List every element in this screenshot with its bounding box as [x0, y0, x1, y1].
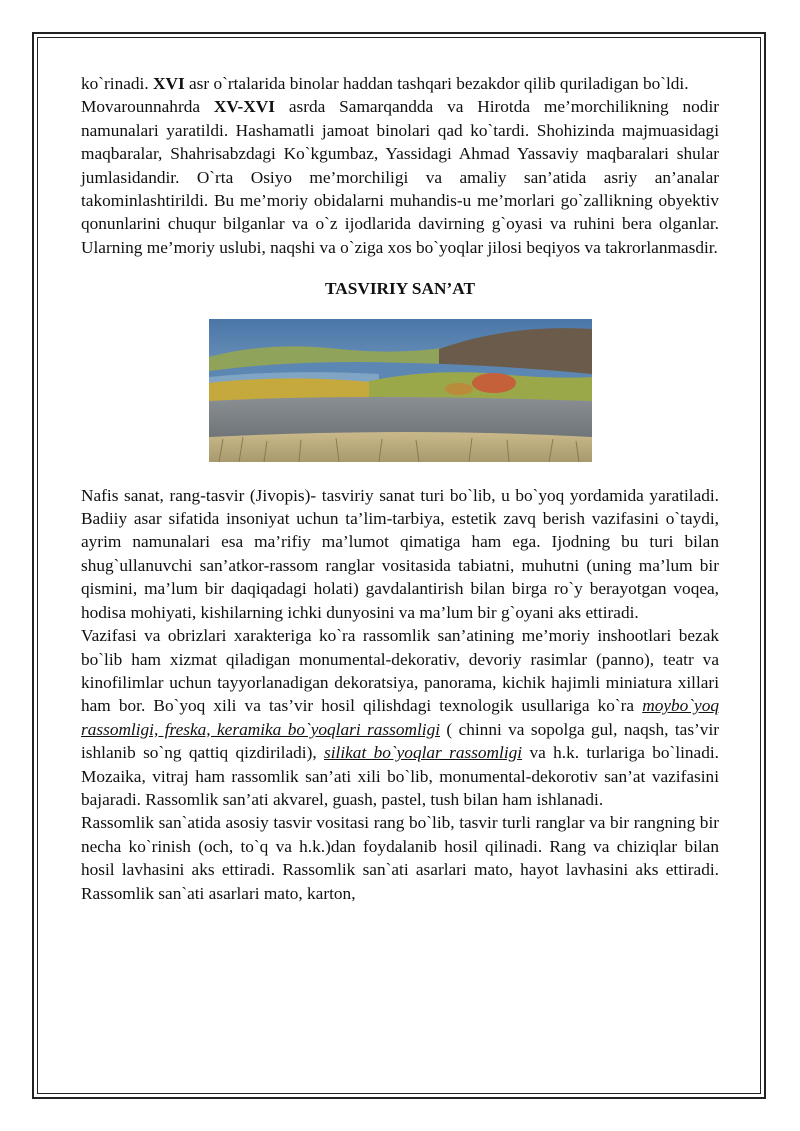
paragraph-3: Nafis sanat, rang-tasvir (Jivopis)- tasviriy sanat turi bo`lib, u bo`yoq yordamida yaratiladi. Badiiy asar sifatida insoniyat uchun ta’lim-tarbiya, estetik zavq berish vazifasini o`taydi, ayrim namunalari esa ma’rifiy ma’lumot qimatiga ham ega. Ijodning bu turi bilan shug`ullanuvchi san’atkor-rassom ranglar vositasida tabiatni, muhutni (uning ma’lum bir qismini, ma’lum bir daqiqadagi holati) gavdalantirish bilan birga ro`y berayotgan voqea, hodisa mohiyati, kishilarning ichki dunyosini va ma’lum bir g`oyani aks ettiradi. — [81, 485, 719, 622]
document-body — [81, 72, 719, 905]
text-run: asrda Samarqandda va Hirotda me’morchilikning nodir namunalari yaratildi. Hashamatli jamoat binolari qad ko`tardi. Shohizinda majmuasidagi maqbaralar, Shahrisabzdagi Ko`kgumbaz, Yassidagi Ahmad Yassaviy maqbaralari shular jumlasidandir. O`rta Osiyo me’morchiligi va amaliy san’atida asriy an’analar takominlashtirildi. Bu me’moriy obidalarni muhandis-u me’morlari go`zallikning obyektiv qonunlarini chuqur bilganlar va o`z ijodlarida davirning g`oyasi va ruhini bera olganlar. Ularning me’moriy uslubi, naqshi va o`ziga xos bo`yoqlar jilosi beqiyos va takrorlanmasdir. — [81, 97, 719, 257]
text-run: va h.k. turlariga bo`linadi. Mozaika, vitraj ham rassomlik san’ati xili bo`lib, monumental-dekorotiv san’at vazifasini bajaradi. Rassomlik san’ati akvarel, guash, pastel, tush bilan ham ishlanadi. — [81, 743, 719, 809]
paragraph-4 — [81, 624, 719, 811]
paragraph-1 — [81, 72, 719, 95]
bold-century: XVI — [153, 74, 185, 93]
paragraph-5: Rassomlik san`atida asosiy tasvir vositasi rang bo`lib, tasvir turli ranglar va bir rangning bir necha ko`rinish (och, to`q va h.k.)dan foydalanib hosil qilinadi. Rang va chiziqlar bilan hosil lavhasini aks ettiradi. Rassomlik san`ati asarlari mato, hayot lavhasini aks ettiradi. Rassomlik san`ati asarlari mato, karton, — [81, 813, 719, 903]
text-run: asr o`rtalarida binolar haddan tashqari bezakdor qilib quriladigan bo`ldi. — [184, 74, 689, 93]
text-run: ( chinni va sopolga gul, naqsh, tas’vir ishlanib so`ng qattiq qizdiriladi), — [81, 719, 719, 763]
text-run: ko`rinadi. — [81, 74, 153, 93]
bold-century: XV-XVI — [213, 97, 275, 117]
underlined-term: moybo`yoq rassomligi, freska, keramika bo`yoqlari rassomligi — [81, 696, 719, 739]
text-run: Vazifasi va obrizlari xarakteriga ko`ra rassomlik san’atining me’moriy inshootlari bezak bo`lib ham xizmat qiladigan monumental-dekorativ, devoriy rasimlar (panno), teatr va kinofilimlar uchun tayyorlanadigan dekoratsiya, panorama, kichik hajimli miniatura xillari ham bor. Bo`yoq xili va tas’vir hosil qilishdagi texnologik usullariga ko`ra — [81, 626, 719, 716]
landscape-photo — [81, 319, 719, 462]
underlined-term: silikat bo`yoqlar rassomligi — [324, 743, 523, 763]
paragraph-2 — [81, 95, 719, 259]
landscape-illustration — [209, 319, 592, 462]
section-heading: TASVIRIY SAN’AT — [325, 279, 475, 299]
text-run: Movarounnahrda — [81, 97, 214, 117]
